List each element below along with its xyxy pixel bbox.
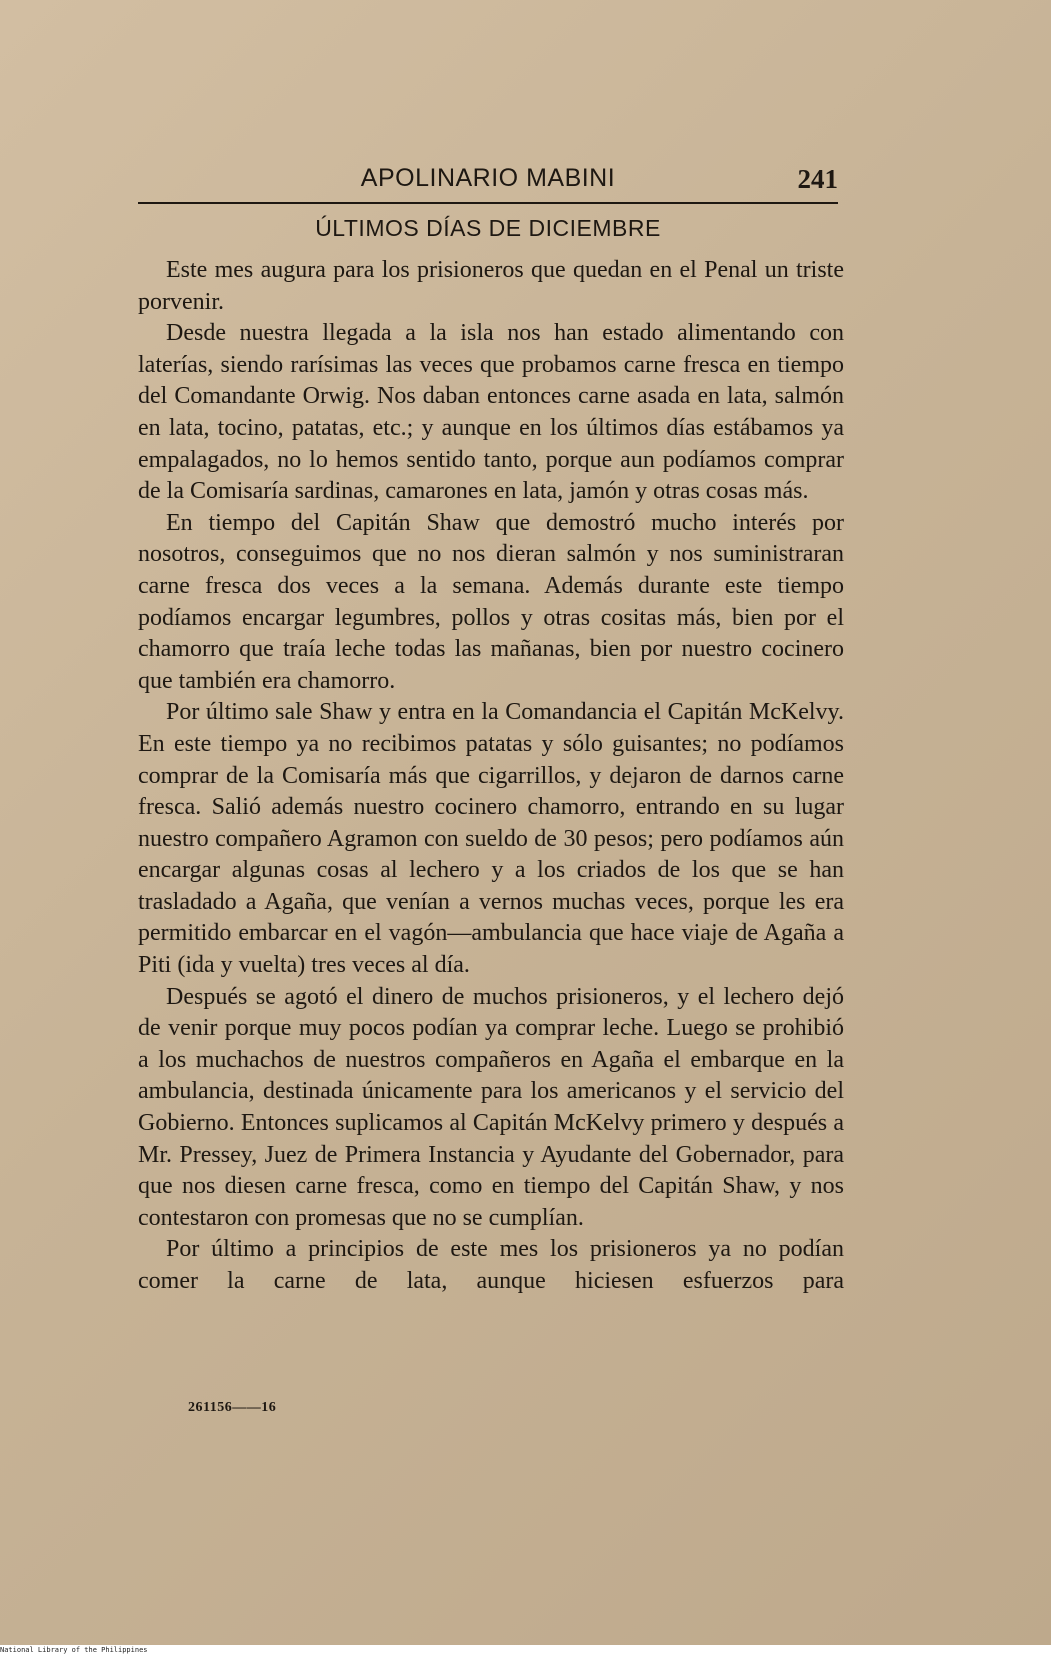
library-credit: National Library of the Philippines [0, 1646, 148, 1654]
paragraph: Por último a principios de este mes los prisioneros ya no podían comer la carne de lata, aunque hiciesen esfuerzos para [138, 1236, 844, 1294]
paragraph: Después se agotó el dinero de muchos prisioneros, y el lechero dejó de venir porque muy pocos podían ya comprar leche. Luego se prohibió a los muchachos de nuestros compañeros en Agaña el embarque en la ambulancia, destinada únicamente para los americanos y el servicio del Gobierno. Entonces suplicamos al Capitán McKelvy primero y después a Mr. Pressey, Juez de Primera Instancia y Ayudante del Gobernador, para que nos diesen carne fresca, como en tiempo del Capitán Shaw, y nos contestaron con promesas que no se cumplían. [138, 983, 844, 1231]
running-title: APOLINARIO MABINI [360, 164, 616, 192]
paragraph: Por último sale Shaw y entra en la Comandancia el Capitán McKelvy. En este tiempo ya no recibimos patatas y sólo guisantes; no podíamos comprar de la Comisaría más que cigarrillos, y dejaron de darnos carne fresca. Salió además nuestro cocinero chamorro, entrando en su lugar nuestro compañero Agramon con sueldo de 30 pesos; pero podíamos aún encargar algunas cosas al lechero y a los criados de los que se han trasladado a Agaña, que venían a vernos muchas veces, porque les era permitido embarcar en el vagón—ambulancia que hace viaje de Agaña a Piti (ida y vuelta) tres veces al día. [138, 699, 844, 979]
paragraph: Este mes augura para los prisioneros que quedan en el Penal un triste porvenir. [138, 257, 844, 315]
running-head [138, 160, 838, 200]
section-title: ÚLTIMOS DÍAS DE DICIEMBRE [315, 215, 661, 241]
scan-bottom-strip [0, 1645, 1051, 1658]
page-number: 241 [797, 164, 838, 194]
printer-signature-mark: 261156——16 [188, 1400, 277, 1415]
paragraph: Desde nuestra llegada a la isla nos han estado alimentando con laterías, siendo rarísimas las veces que probamos carne fresca en tiempo del Comandante Orwig. Nos daban entonces carne asada en lata, salmón en lata, tocino, patatas, etc.; y aunque en los últimos días estábamos ya empalagados, no lo hemos sentido tanto, porque aun podíamos comprar de la Comisaría sardinas, camarones en lata, jamón y otras cosas más. [138, 320, 844, 505]
body-text [138, 255, 844, 1298]
header-rule [138, 202, 838, 204]
paragraph: En tiempo del Capitán Shaw que demostró mucho interés por nosotros, conseguimos que no nos dieran salmón y nos suministraran carne fresca dos veces a la semana. Además durante este tiempo podíamos encargar legumbres, pollos y otras cositas más, bien por el chamorro que traía leche todas las mañanas, bien por nuestro cocinero que también era chamorro. [138, 509, 844, 694]
